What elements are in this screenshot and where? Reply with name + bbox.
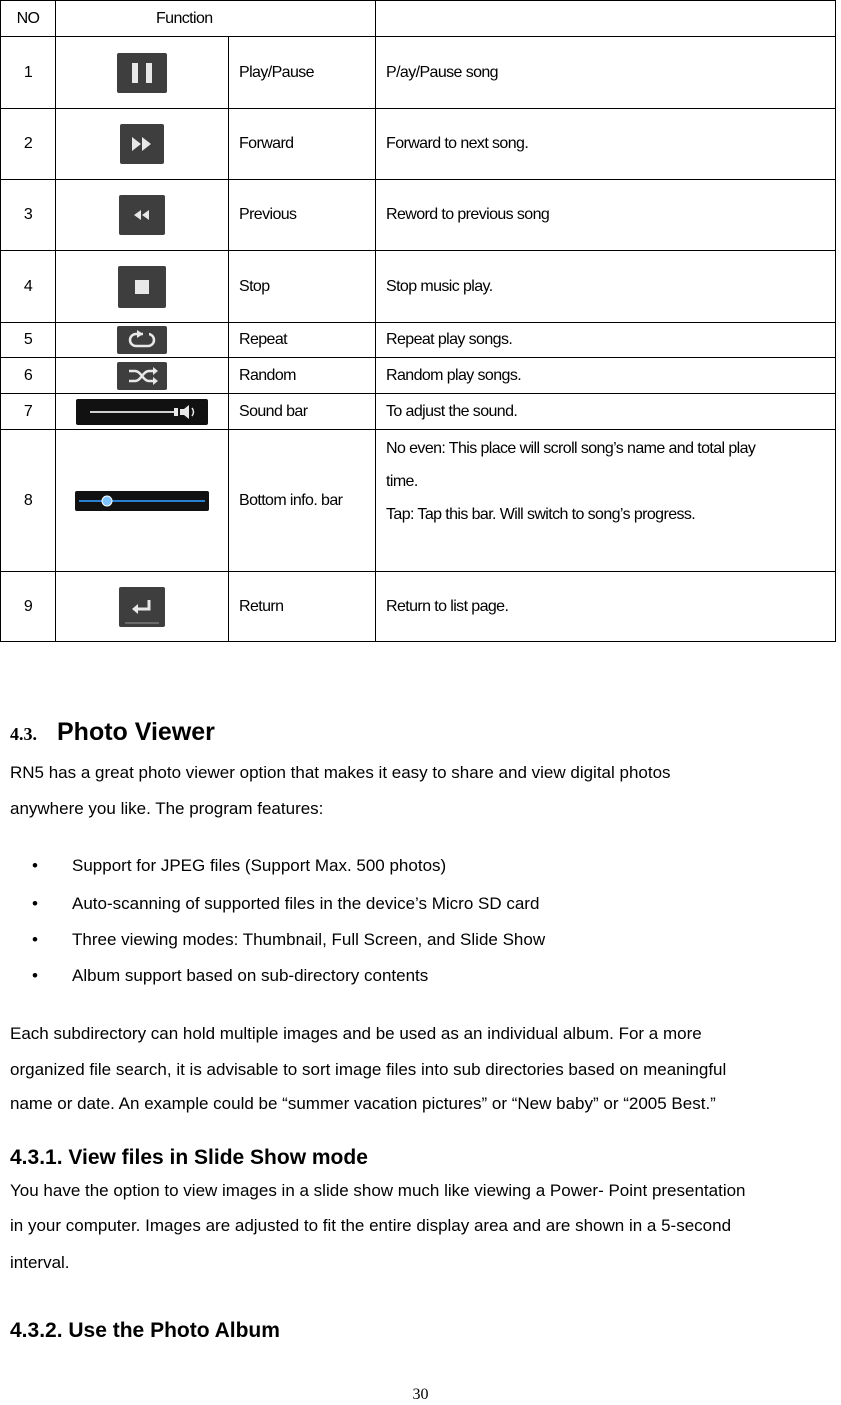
shuffle-icon	[117, 362, 167, 390]
section-number: 4.3.	[10, 724, 37, 744]
row-number: 2	[1, 109, 56, 180]
table-row	[1, 37, 836, 109]
row-number: 6	[1, 358, 56, 394]
function-description: P/ay/Pause song	[376, 37, 836, 109]
volume-slider-icon	[76, 399, 208, 425]
function-name: Bottom info. bar	[229, 430, 376, 572]
header-extra	[376, 1, 836, 37]
row-number: 9	[1, 572, 56, 642]
description-line: time.	[386, 473, 418, 490]
paragraph-line: interval.	[10, 1253, 70, 1272]
list-item	[32, 856, 446, 876]
list-item-text: Album support based on sub-directory contents	[72, 966, 429, 985]
row-number: 5	[1, 323, 56, 358]
bullet-icon: •	[32, 966, 38, 985]
paragraph-line: name or date. An example could be “summer vacation pictures” or “New baby” or “2005 Best.”	[10, 1094, 716, 1113]
description-line: No even: This place will scroll song’s name and total play	[386, 440, 756, 457]
bullet-icon: •	[32, 930, 38, 949]
function-description: To adjust the sound.	[376, 394, 836, 430]
row-number: 1	[1, 37, 56, 109]
table-row	[1, 251, 836, 323]
list-item-text: Support for JPEG files (Support Max. 500 photos)	[72, 856, 447, 875]
function-description	[376, 430, 836, 572]
function-name: Repeat	[229, 323, 376, 358]
function-name: Sound bar	[229, 394, 376, 430]
list-item-text: Auto-scanning of supported files in the device’s Micro SD card	[72, 894, 540, 913]
return-icon	[119, 587, 165, 627]
fast-forward-icon	[120, 124, 164, 164]
row-number: 7	[1, 394, 56, 430]
row-number: 8	[1, 430, 56, 572]
list-item	[32, 894, 539, 914]
function-name: Play/Pause	[229, 37, 376, 109]
page-number: 30	[412, 1386, 429, 1403]
subsection-title: 4.3.1. View files in Slide Show mode	[10, 1146, 368, 1169]
subsection-title: 4.3.2. Use the Photo Album	[10, 1319, 280, 1342]
repeat-icon	[117, 326, 167, 354]
function-name: Stop	[229, 251, 376, 323]
table-row	[1, 572, 836, 642]
row-number: 4	[1, 251, 56, 323]
function-table	[0, 0, 836, 642]
paragraph-line: RN5 has a great photo viewer option that makes it easy to share and view digital photos	[10, 763, 671, 782]
function-name: Return	[229, 572, 376, 642]
paragraph-line: in your computer. Images are adjusted to fit the entire display area and are shown in a 5-second	[10, 1216, 732, 1235]
function-name: Random	[229, 358, 376, 394]
paragraph-line: anywhere you like. The program features:	[10, 799, 324, 818]
header-function: Function	[56, 1, 376, 37]
table-row	[1, 430, 836, 572]
pause-icon	[117, 53, 167, 93]
description-line: Tap: Tap this bar. Will switch to song’s progress.	[386, 506, 696, 523]
function-description: Reword to previous song	[376, 180, 836, 251]
function-description: Forward to next song.	[376, 109, 836, 180]
section-title: Photo Viewer	[57, 718, 215, 746]
header-no: NO	[1, 1, 56, 37]
function-name: Forward	[229, 109, 376, 180]
row-number: 3	[1, 180, 56, 251]
function-name: Previous	[229, 180, 376, 251]
list-item	[32, 930, 545, 950]
bullet-icon: •	[32, 894, 38, 913]
function-description: Stop music play.	[376, 251, 836, 323]
progress-bar-icon	[75, 491, 209, 511]
table-row	[1, 180, 836, 251]
section-heading	[10, 718, 215, 747]
function-description: Repeat play songs.	[376, 323, 836, 358]
function-description: Random play songs.	[376, 358, 836, 394]
table-row	[1, 323, 836, 358]
stop-icon	[118, 266, 166, 308]
table-row	[1, 109, 836, 180]
list-item-text: Three viewing modes: Thumbnail, Full Screen, and Slide Show	[72, 930, 546, 949]
table-row	[1, 358, 836, 394]
bullet-icon: •	[32, 856, 38, 875]
paragraph-line: Each subdirectory can hold multiple images and be used as an individual album. For a more	[10, 1024, 702, 1043]
paragraph-line: You have the option to view images in a slide show much like viewing a Power- Point presentation	[10, 1181, 746, 1200]
rewind-icon	[119, 195, 165, 235]
paragraph-line: organized file search, it is advisable to sort image files into sub directories based on meaningful	[10, 1060, 727, 1079]
function-description: Return to list page.	[376, 572, 836, 642]
list-item	[32, 966, 428, 986]
table-header-row	[1, 1, 836, 37]
table-row	[1, 394, 836, 430]
